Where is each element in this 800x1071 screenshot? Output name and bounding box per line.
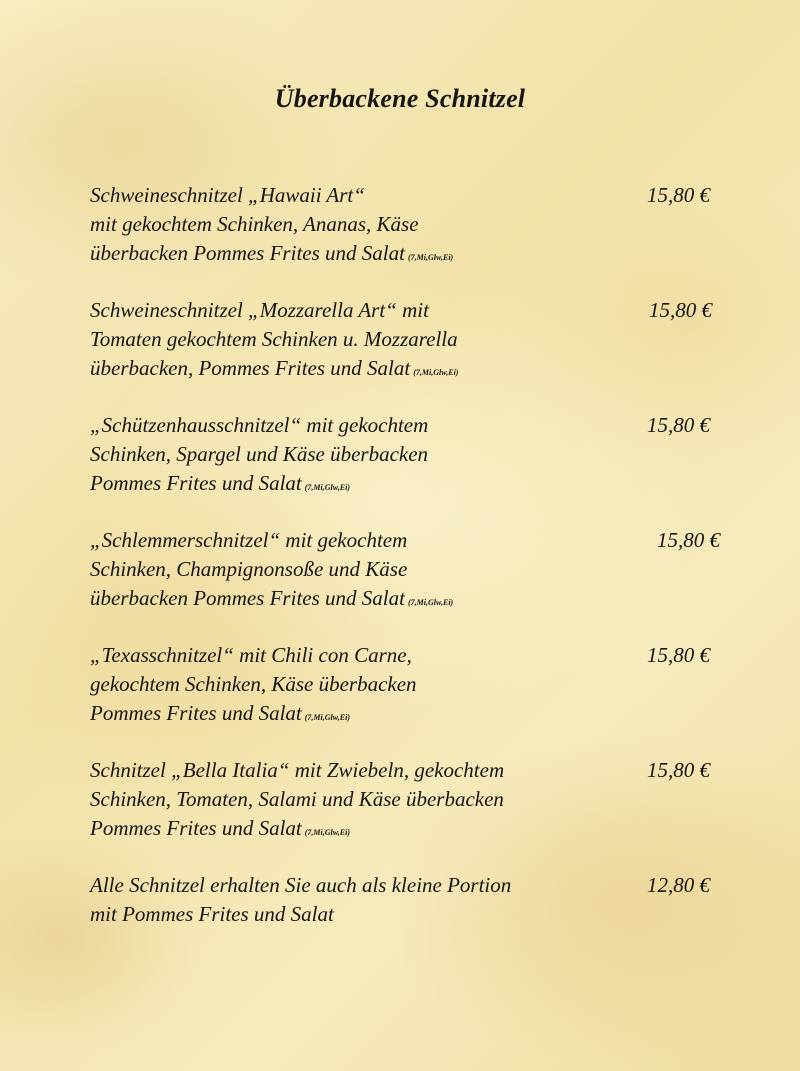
description-line: [90, 584, 610, 617]
menu-item-description: [90, 756, 610, 847]
menu-item-price: 15,80 €: [647, 758, 710, 782]
description-line: mit Pommes Frites und Salat: [90, 902, 334, 926]
menu-note-price: 12,80 €: [647, 873, 710, 897]
description-line: Schweineschnitzel „Hawaii Art“: [90, 183, 365, 207]
menu-item-price: 15,80 €: [647, 643, 710, 667]
allergen-codes: (7,Mi,Glw,Ei): [304, 713, 350, 722]
allergen-codes: (7,Mi,Glw,Ei): [304, 828, 350, 837]
description-line: [90, 699, 610, 732]
description-line: gekochtem Schinken, Käse überbacken: [90, 672, 417, 696]
allergen-codes: (7,Mi,Glw,Ei): [304, 483, 350, 492]
menu-item-description: [90, 641, 610, 732]
description-line: [90, 814, 610, 847]
description-line: Schnitzel „Bella Italia“ mit Zwiebeln, gekochtem: [90, 758, 505, 782]
allergen-codes: (7,Mi,Glw,Ei): [413, 368, 459, 377]
description-line-text: überbacken, Pommes Frites und Salat: [90, 356, 411, 380]
description-line: mit gekochtem Schinken, Ananas, Käse: [90, 212, 419, 236]
description-line: Tomaten gekochtem Schinken u. Mozzarella: [90, 327, 458, 351]
description-line: Schinken, Tomaten, Salami und Käse überbacken: [90, 787, 504, 811]
menu-item-description: [90, 296, 610, 387]
allergen-codes: (7,Mi,Glw,Ei): [407, 598, 454, 607]
description-line: „Texasschnitzel“ mit Chili con Carne,: [90, 643, 412, 667]
menu-item: [90, 181, 730, 272]
description-line-text: überbacken Pommes Frites und Salat: [90, 241, 405, 265]
description-line: „Schützenhausschnitzel“ mit gekochtem: [90, 413, 429, 437]
menu-item-description: [90, 526, 610, 617]
menu-item-price: 15,80 €: [647, 413, 710, 437]
menu-item: [90, 641, 730, 732]
description-line: Schinken, Champignonsoße und Käse: [90, 557, 408, 581]
description-line: „Schlemmerschnitzel“ mit gekochtem: [90, 528, 408, 552]
menu-item-price: 15,80 €: [657, 528, 720, 552]
description-line: Alle Schnitzel erhalten Sie auch als kleine Portion: [90, 873, 512, 897]
menu-item-description: [90, 411, 610, 502]
menu-title: Überbackene Schnitzel: [274, 84, 526, 113]
description-line-text: überbacken Pommes Frites und Salat: [90, 586, 405, 610]
menu-item: [90, 411, 730, 502]
description-line: Schweineschnitzel „Mozzarella Art“ mit: [90, 298, 429, 322]
menu-item: [90, 526, 730, 617]
menu-item-price: 15,80 €: [647, 183, 710, 207]
menu-item-description: [90, 181, 610, 272]
description-line: [90, 469, 610, 502]
description-line: Schinken, Spargel und Käse überbacken: [90, 442, 429, 466]
menu-item-price: 15,80 €: [649, 298, 712, 322]
description-line-text: Pommes Frites und Salat: [90, 816, 302, 840]
menu-item: [90, 296, 730, 387]
menu-note-description: [90, 871, 610, 929]
description-line-text: Pommes Frites und Salat: [90, 471, 302, 495]
description-line: [90, 239, 610, 272]
menu-note: [90, 871, 730, 929]
description-line: [90, 354, 610, 387]
description-line-text: Pommes Frites und Salat: [90, 701, 302, 725]
menu-item: [90, 756, 730, 847]
allergen-codes: (7,Mi,Glw,Ei): [407, 253, 454, 262]
